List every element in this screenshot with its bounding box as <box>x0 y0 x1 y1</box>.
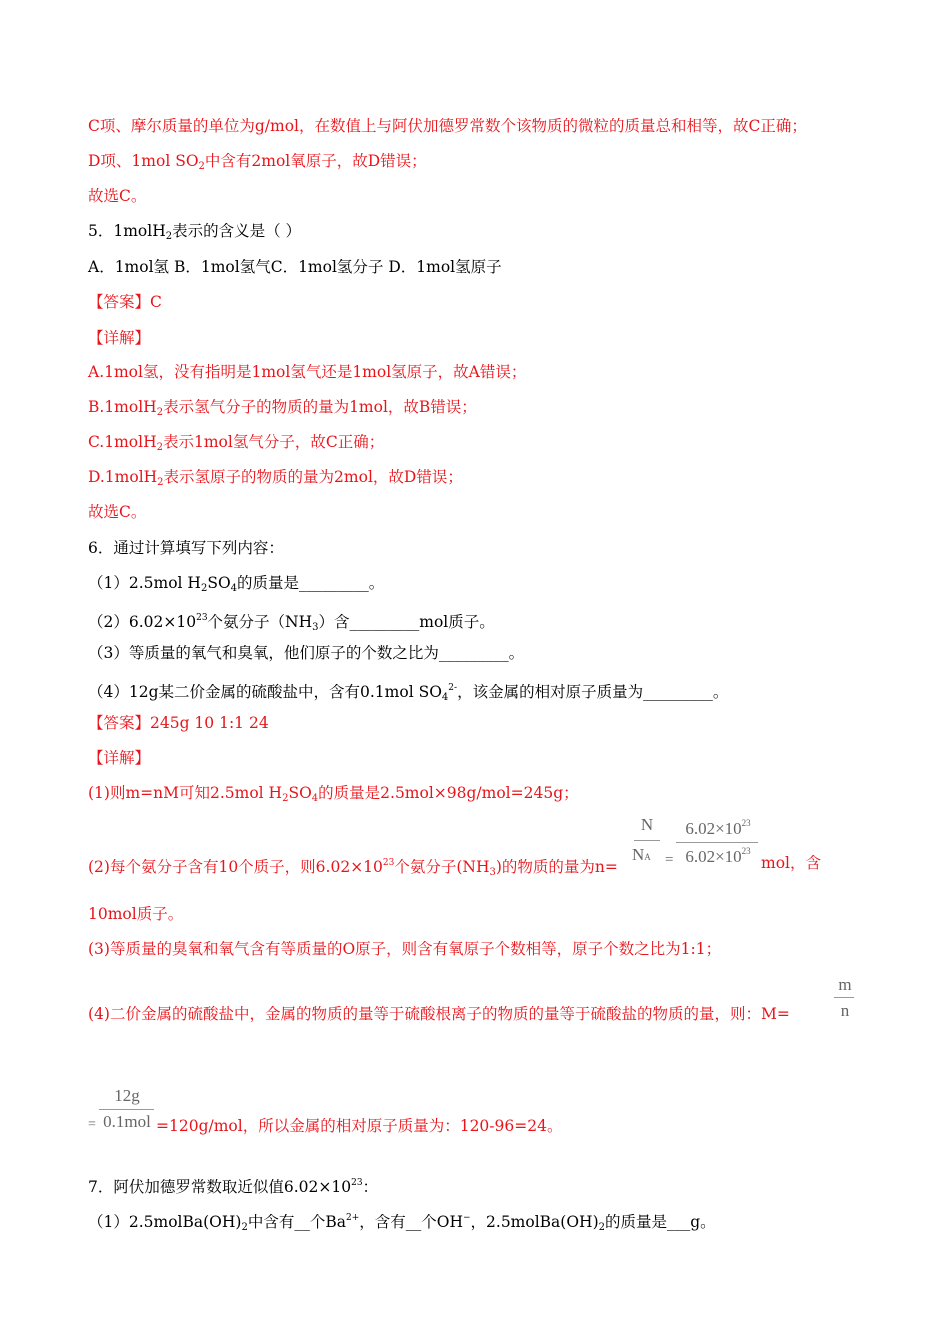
fraction-bar <box>834 997 854 998</box>
detail-6-3: (3)等质量的臭氧和氧气含有等质量的O原子，则含有氧原子个数相等，原子个数之比为1:1； <box>88 940 722 958</box>
formula-equals-1: = <box>665 852 674 868</box>
line-answer-d: D项、1mol $SO_2$中含有2mol氧原子，故D错误； <box>88 152 427 172</box>
question-5-options: A．1mol氢 B．1mol氢气C．1mol氢分子 D．1mol氢原子 <box>88 258 502 276</box>
question-5: 5．1molH$_2$表示的含义是（ ） <box>88 222 302 242</box>
detail-heading-6: 【详解】 <box>88 749 151 767</box>
formula-avogadro-numerator: $6.02\times 10^{23}$ <box>685 818 751 838</box>
formula-denominator-n: n <box>840 1001 850 1020</box>
detail-6-2-cont: 10mol质子。 <box>88 905 184 923</box>
detail-6-1: (1)则m=nM可知2.5mol $H_2SO_4$的质量是2.5mol×98g/mol=245g； <box>88 784 579 804</box>
fraction-bar <box>634 840 660 841</box>
line-conclusion-2: 故选C。 <box>88 503 147 521</box>
formula-12g-over-01mol <box>99 1086 155 1138</box>
formula-avogadro-denominator: $6.02\times 10^{23}$ <box>685 846 751 866</box>
fraction-bar <box>676 842 758 843</box>
detail-6-2-unit: mol，含 <box>761 854 821 872</box>
detail-heading-5: 【详解】 <box>88 329 151 347</box>
question-7: 7．阿伏加德罗常数取近似值$6.02\times 10^{23}$： <box>88 1178 379 1196</box>
detail-5-a: A.1mol氢，没有指明是1mol氢气还是1mol氢原子，故A错误； <box>88 363 527 381</box>
question-6-4: （4）12g某二价金属的硫酸盐中，含有0.1mol $SO_4^{2-}$，该金属的相对原子质量为_________。 <box>88 683 729 703</box>
question-6-1: （1）2.5mol $H_2SO_4$的质量是_________。 <box>88 574 385 594</box>
line-answer-c: C项、摩尔质量的单位为g/mol，在数值上与阿伏加德罗常数个该物质的微粒的质量总和相等，故C正确； <box>88 117 807 135</box>
question-6: 6．通过计算填写下列内容： <box>88 539 284 557</box>
formula-n-over-na <box>632 815 662 875</box>
formula-numerator-12g: 12g <box>114 1086 140 1105</box>
formula-avogadro-ratio <box>676 818 760 870</box>
line-conclusion-1: 故选C。 <box>88 187 147 205</box>
question-6-3: （3）等质量的氧气和臭氧，他们原子的个数之比为_________。 <box>88 644 525 662</box>
detail-6-4: (4)二价金属的硫酸盐中，金属的物质的量等于硫酸根离子的物质的量等于硫酸盐的物质的量，则：M= <box>88 1005 790 1023</box>
fraction-bar <box>99 1109 154 1110</box>
question-6-2: $(2)6.02\times 10^{23}$个氨分子$(NH_3)$含_________mol质子。 <box>88 613 495 633</box>
detail-5-b: B.1molH$_2$表示氢气分子的物质的量为1mol，故B错误； <box>88 398 477 418</box>
formula-equals-2: = <box>88 1117 96 1132</box>
detail-6-2: (2)每个氨分子含有10个质子，则$6.02\times 10^{23}$个氨分子$(NH_3)$的物质的量为n= <box>88 858 618 878</box>
formula-numerator-n: N <box>640 815 654 834</box>
detail-5-d: D.1molH$_2$表示氢原子的物质的量为2mol，故D错误； <box>88 468 463 488</box>
formula-denominator-na: NA <box>632 845 651 864</box>
answer-6: 【答案】245g 10 1:1 24 <box>88 714 269 732</box>
detail-5-c: C.1molH$_2$表示1mol氢气分子，故C正确； <box>88 433 385 453</box>
detail-6-4-result: =120g/mol，所以金属的相对原子质量为：120-96=24。 <box>156 1117 563 1135</box>
question-7-1: $(1)2.5molBa(OH)_2$中含有__个$Ba^{2+}$，含有__个OH−，$2.5molBa(OH)_2$的质量是___g。 <box>88 1213 716 1233</box>
formula-denominator-01mol: 0.1mol <box>103 1112 151 1131</box>
answer-5: 【答案】C <box>88 293 162 311</box>
formula-m-over-n <box>834 975 856 1025</box>
formula-numerator-m: m <box>838 975 852 994</box>
